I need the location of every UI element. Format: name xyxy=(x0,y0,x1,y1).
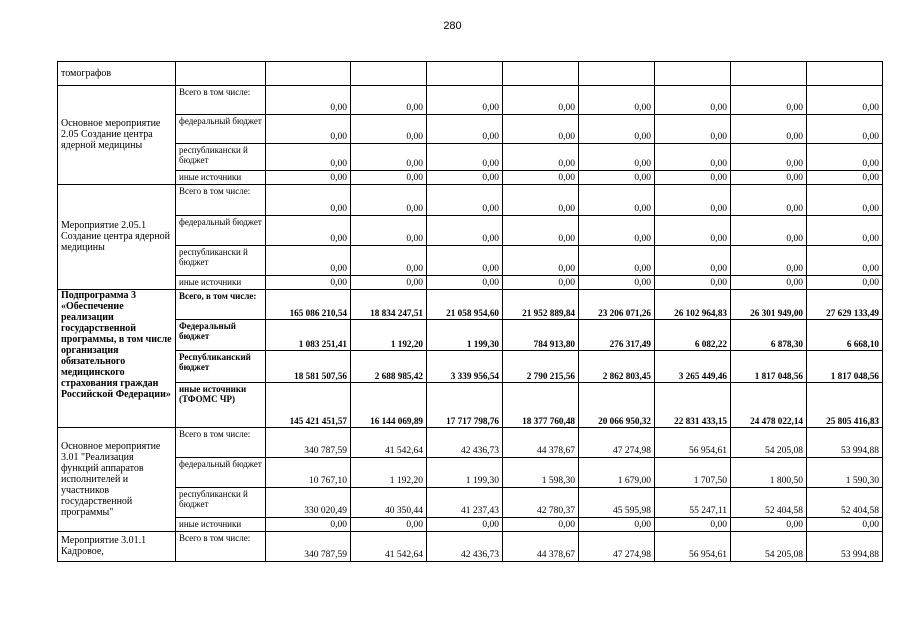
table-row xyxy=(58,144,883,171)
value-cell: 0,00 xyxy=(503,518,579,532)
value-cell: 27 629 133,49 xyxy=(807,290,883,320)
funding-source-cell: республикански й бюджет xyxy=(176,246,266,276)
value-cell: 0,00 xyxy=(266,115,351,144)
value-cell: 0,00 xyxy=(427,216,503,246)
value-cell: 0,00 xyxy=(579,276,655,290)
value-cell: 0,00 xyxy=(427,115,503,144)
value-cell: 56 954,61 xyxy=(655,428,731,458)
value-cell: 145 421 451,57 xyxy=(266,383,351,428)
value-cell: 1 199,30 xyxy=(427,320,503,351)
value-cell: 0,00 xyxy=(807,246,883,276)
value-cell: 0,00 xyxy=(807,276,883,290)
value-cell: 26 301 949,00 xyxy=(731,290,807,320)
value-cell: 41 542,64 xyxy=(351,532,427,562)
value-cell: 55 247,11 xyxy=(655,488,731,518)
table-row xyxy=(58,290,883,320)
value-cell: 0,00 xyxy=(427,86,503,115)
funding-source-cell: федеральный бюджет xyxy=(176,115,266,144)
table-row xyxy=(58,532,883,562)
value-cell: 0,00 xyxy=(266,246,351,276)
value-cell: 44 378,67 xyxy=(503,532,579,562)
table-row xyxy=(58,276,883,290)
value-cell xyxy=(266,62,351,86)
value-cell xyxy=(731,62,807,86)
funding-source-cell: Всего в том числе: xyxy=(176,532,266,562)
value-cell: 1 817 048,56 xyxy=(807,351,883,383)
value-cell: 6 668,10 xyxy=(807,320,883,351)
value-cell: 0,00 xyxy=(351,144,427,171)
value-cell: 10 767,10 xyxy=(266,458,351,488)
value-cell: 0,00 xyxy=(351,216,427,246)
value-cell: 0,00 xyxy=(503,185,579,216)
value-cell: 165 086 210,54 xyxy=(266,290,351,320)
budget-table xyxy=(57,61,883,562)
value-cell: 0,00 xyxy=(731,185,807,216)
value-cell: 2 688 985,42 xyxy=(351,351,427,383)
value-cell: 21 058 954,60 xyxy=(427,290,503,320)
funding-source-cell: федеральный бюджет xyxy=(176,458,266,488)
value-cell: 1 083 251,41 xyxy=(266,320,351,351)
value-cell: 0,00 xyxy=(731,216,807,246)
value-cell: 0,00 xyxy=(503,216,579,246)
table-row xyxy=(58,171,883,185)
funding-source-cell xyxy=(176,62,266,86)
value-cell: 6 878,30 xyxy=(731,320,807,351)
value-cell: 0,00 xyxy=(579,216,655,246)
value-cell xyxy=(655,62,731,86)
value-cell: 0,00 xyxy=(266,276,351,290)
value-cell: 56 954,61 xyxy=(655,532,731,562)
value-cell: 0,00 xyxy=(807,518,883,532)
value-cell: 40 350,44 xyxy=(351,488,427,518)
value-cell: 1 598,30 xyxy=(503,458,579,488)
table-row xyxy=(58,488,883,518)
value-cell: 0,00 xyxy=(427,171,503,185)
value-cell: 340 787,59 xyxy=(266,532,351,562)
activity-name-cell: Основное мероприятие 3.01 "Реализация функций аппаратов исполнителей и участников государственной программы" xyxy=(58,428,176,532)
table-row xyxy=(58,216,883,246)
value-cell: 0,00 xyxy=(731,86,807,115)
value-cell: 0,00 xyxy=(731,518,807,532)
value-cell: 53 994,88 xyxy=(807,532,883,562)
value-cell: 0,00 xyxy=(655,86,731,115)
value-cell: 0,00 xyxy=(807,86,883,115)
value-cell: 0,00 xyxy=(427,144,503,171)
value-cell: 6 082,22 xyxy=(655,320,731,351)
value-cell: 2 790 215,56 xyxy=(503,351,579,383)
value-cell: 0,00 xyxy=(579,115,655,144)
value-cell: 23 206 071,26 xyxy=(579,290,655,320)
value-cell: 18 377 760,48 xyxy=(503,383,579,428)
value-cell: 1 192,20 xyxy=(351,320,427,351)
value-cell: 53 994,88 xyxy=(807,428,883,458)
value-cell: 0,00 xyxy=(351,518,427,532)
value-cell: 0,00 xyxy=(579,86,655,115)
value-cell: 0,00 xyxy=(503,276,579,290)
table-row xyxy=(58,518,883,532)
value-cell: 0,00 xyxy=(503,246,579,276)
value-cell: 0,00 xyxy=(807,216,883,246)
value-cell: 0,00 xyxy=(427,185,503,216)
value-cell: 1 679,00 xyxy=(579,458,655,488)
value-cell: 1 707,50 xyxy=(655,458,731,488)
value-cell: 0,00 xyxy=(731,276,807,290)
value-cell: 0,00 xyxy=(655,171,731,185)
table-row xyxy=(58,320,883,351)
value-cell: 0,00 xyxy=(655,115,731,144)
value-cell: 0,00 xyxy=(266,216,351,246)
value-cell: 3 265 449,46 xyxy=(655,351,731,383)
value-cell: 25 805 416,83 xyxy=(807,383,883,428)
value-cell: 0,00 xyxy=(351,115,427,144)
funding-source-cell: республикански й бюджет xyxy=(176,488,266,518)
activity-name-cell: Мероприятие 3.01.1 Кадровое, xyxy=(58,532,176,562)
value-cell: 330 020,49 xyxy=(266,488,351,518)
value-cell: 0,00 xyxy=(503,86,579,115)
value-cell: 47 274,98 xyxy=(579,532,655,562)
funding-source-cell: Всего в том числе: xyxy=(176,185,266,216)
funding-source-cell: Федеральный бюджет xyxy=(176,320,266,351)
value-cell: 0,00 xyxy=(351,276,427,290)
value-cell: 0,00 xyxy=(427,276,503,290)
value-cell: 0,00 xyxy=(351,246,427,276)
page-number: 280 xyxy=(443,20,462,32)
value-cell: 0,00 xyxy=(579,518,655,532)
value-cell: 22 831 433,15 xyxy=(655,383,731,428)
activity-name-cell: Подпрограмма 3 «Обеспечение реализации государственной программы, в том числе организация обязательного медицинского страхования граждан Российской Федерации» xyxy=(58,290,176,428)
funding-source-cell: республикански й бюджет xyxy=(176,144,266,171)
value-cell: 47 274,98 xyxy=(579,428,655,458)
value-cell: 0,00 xyxy=(807,144,883,171)
table-row xyxy=(58,351,883,383)
table-row xyxy=(58,185,883,216)
value-cell: 0,00 xyxy=(266,171,351,185)
value-cell: 0,00 xyxy=(655,276,731,290)
value-cell: 2 862 803,45 xyxy=(579,351,655,383)
value-cell: 0,00 xyxy=(731,144,807,171)
value-cell: 0,00 xyxy=(427,518,503,532)
value-cell: 42 780,37 xyxy=(503,488,579,518)
table-row xyxy=(58,86,883,115)
value-cell: 0,00 xyxy=(266,144,351,171)
funding-source-cell: иные источники (ТФОМС ЧР) xyxy=(176,383,266,428)
funding-source-cell: Всего в том числе: xyxy=(176,86,266,115)
value-cell: 0,00 xyxy=(427,246,503,276)
value-cell: 52 404,58 xyxy=(731,488,807,518)
value-cell: 0,00 xyxy=(655,216,731,246)
value-cell: 0,00 xyxy=(731,246,807,276)
value-cell: 0,00 xyxy=(351,171,427,185)
value-cell: 21 952 889,84 xyxy=(503,290,579,320)
value-cell: 0,00 xyxy=(351,86,427,115)
funding-source-cell: иные источники xyxy=(176,171,266,185)
value-cell: 1 199,30 xyxy=(427,458,503,488)
value-cell: 0,00 xyxy=(807,171,883,185)
value-cell: 0,00 xyxy=(503,115,579,144)
value-cell xyxy=(807,62,883,86)
value-cell: 0,00 xyxy=(503,171,579,185)
value-cell: 0,00 xyxy=(807,115,883,144)
table-row xyxy=(58,115,883,144)
value-cell: 0,00 xyxy=(655,144,731,171)
value-cell: 20 066 950,32 xyxy=(579,383,655,428)
table-row xyxy=(58,458,883,488)
value-cell: 0,00 xyxy=(655,246,731,276)
value-cell: 18 581 507,56 xyxy=(266,351,351,383)
table-row xyxy=(58,428,883,458)
value-cell: 0,00 xyxy=(731,171,807,185)
value-cell: 45 595,98 xyxy=(579,488,655,518)
value-cell: 1 800,50 xyxy=(731,458,807,488)
value-cell: 340 787,59 xyxy=(266,428,351,458)
value-cell: 26 102 964,83 xyxy=(655,290,731,320)
value-cell: 54 205,08 xyxy=(731,428,807,458)
value-cell: 0,00 xyxy=(503,144,579,171)
value-cell: 18 834 247,51 xyxy=(351,290,427,320)
value-cell: 0,00 xyxy=(807,185,883,216)
value-cell: 0,00 xyxy=(655,518,731,532)
table-row xyxy=(58,62,883,86)
value-cell: 16 144 069,89 xyxy=(351,383,427,428)
funding-source-cell: федеральный бюджет xyxy=(176,216,266,246)
activity-name-cell: Основное мероприятие 2.05 Создание центра ядерной медицины xyxy=(58,86,176,185)
value-cell: 24 478 022,14 xyxy=(731,383,807,428)
value-cell: 0,00 xyxy=(579,246,655,276)
value-cell xyxy=(503,62,579,86)
value-cell: 17 717 798,76 xyxy=(427,383,503,428)
value-cell: 0,00 xyxy=(579,144,655,171)
value-cell: 0,00 xyxy=(266,86,351,115)
budget-table-container xyxy=(57,61,883,562)
value-cell: 42 436,73 xyxy=(427,532,503,562)
value-cell: 0,00 xyxy=(266,185,351,216)
value-cell: 41 237,43 xyxy=(427,488,503,518)
value-cell: 42 436,73 xyxy=(427,428,503,458)
value-cell: 0,00 xyxy=(655,185,731,216)
value-cell: 54 205,08 xyxy=(731,532,807,562)
funding-source-cell: Всего, в том числе: xyxy=(176,290,266,320)
value-cell: 0,00 xyxy=(351,185,427,216)
value-cell: 0,00 xyxy=(579,171,655,185)
value-cell xyxy=(427,62,503,86)
funding-source-cell: Всего в том числе: xyxy=(176,428,266,458)
activity-name-cell: томографов xyxy=(58,62,176,86)
value-cell: 1 192,20 xyxy=(351,458,427,488)
value-cell xyxy=(351,62,427,86)
funding-source-cell: иные источники xyxy=(176,276,266,290)
value-cell: 52 404,58 xyxy=(807,488,883,518)
value-cell: 0,00 xyxy=(579,185,655,216)
value-cell: 44 378,67 xyxy=(503,428,579,458)
value-cell: 784 913,80 xyxy=(503,320,579,351)
value-cell: 0,00 xyxy=(731,115,807,144)
value-cell: 41 542,64 xyxy=(351,428,427,458)
table-row xyxy=(58,383,883,428)
value-cell xyxy=(579,62,655,86)
value-cell: 1 590,30 xyxy=(807,458,883,488)
value-cell: 1 817 048,56 xyxy=(731,351,807,383)
activity-name-cell: Мероприятие 2.05.1 Создание центра ядерной медицины xyxy=(58,185,176,290)
value-cell: 3 339 956,54 xyxy=(427,351,503,383)
value-cell: 0,00 xyxy=(266,518,351,532)
funding-source-cell: иные источники xyxy=(176,518,266,532)
table-row xyxy=(58,246,883,276)
value-cell: 276 317,49 xyxy=(579,320,655,351)
funding-source-cell: Республиканский бюджет xyxy=(176,351,266,383)
